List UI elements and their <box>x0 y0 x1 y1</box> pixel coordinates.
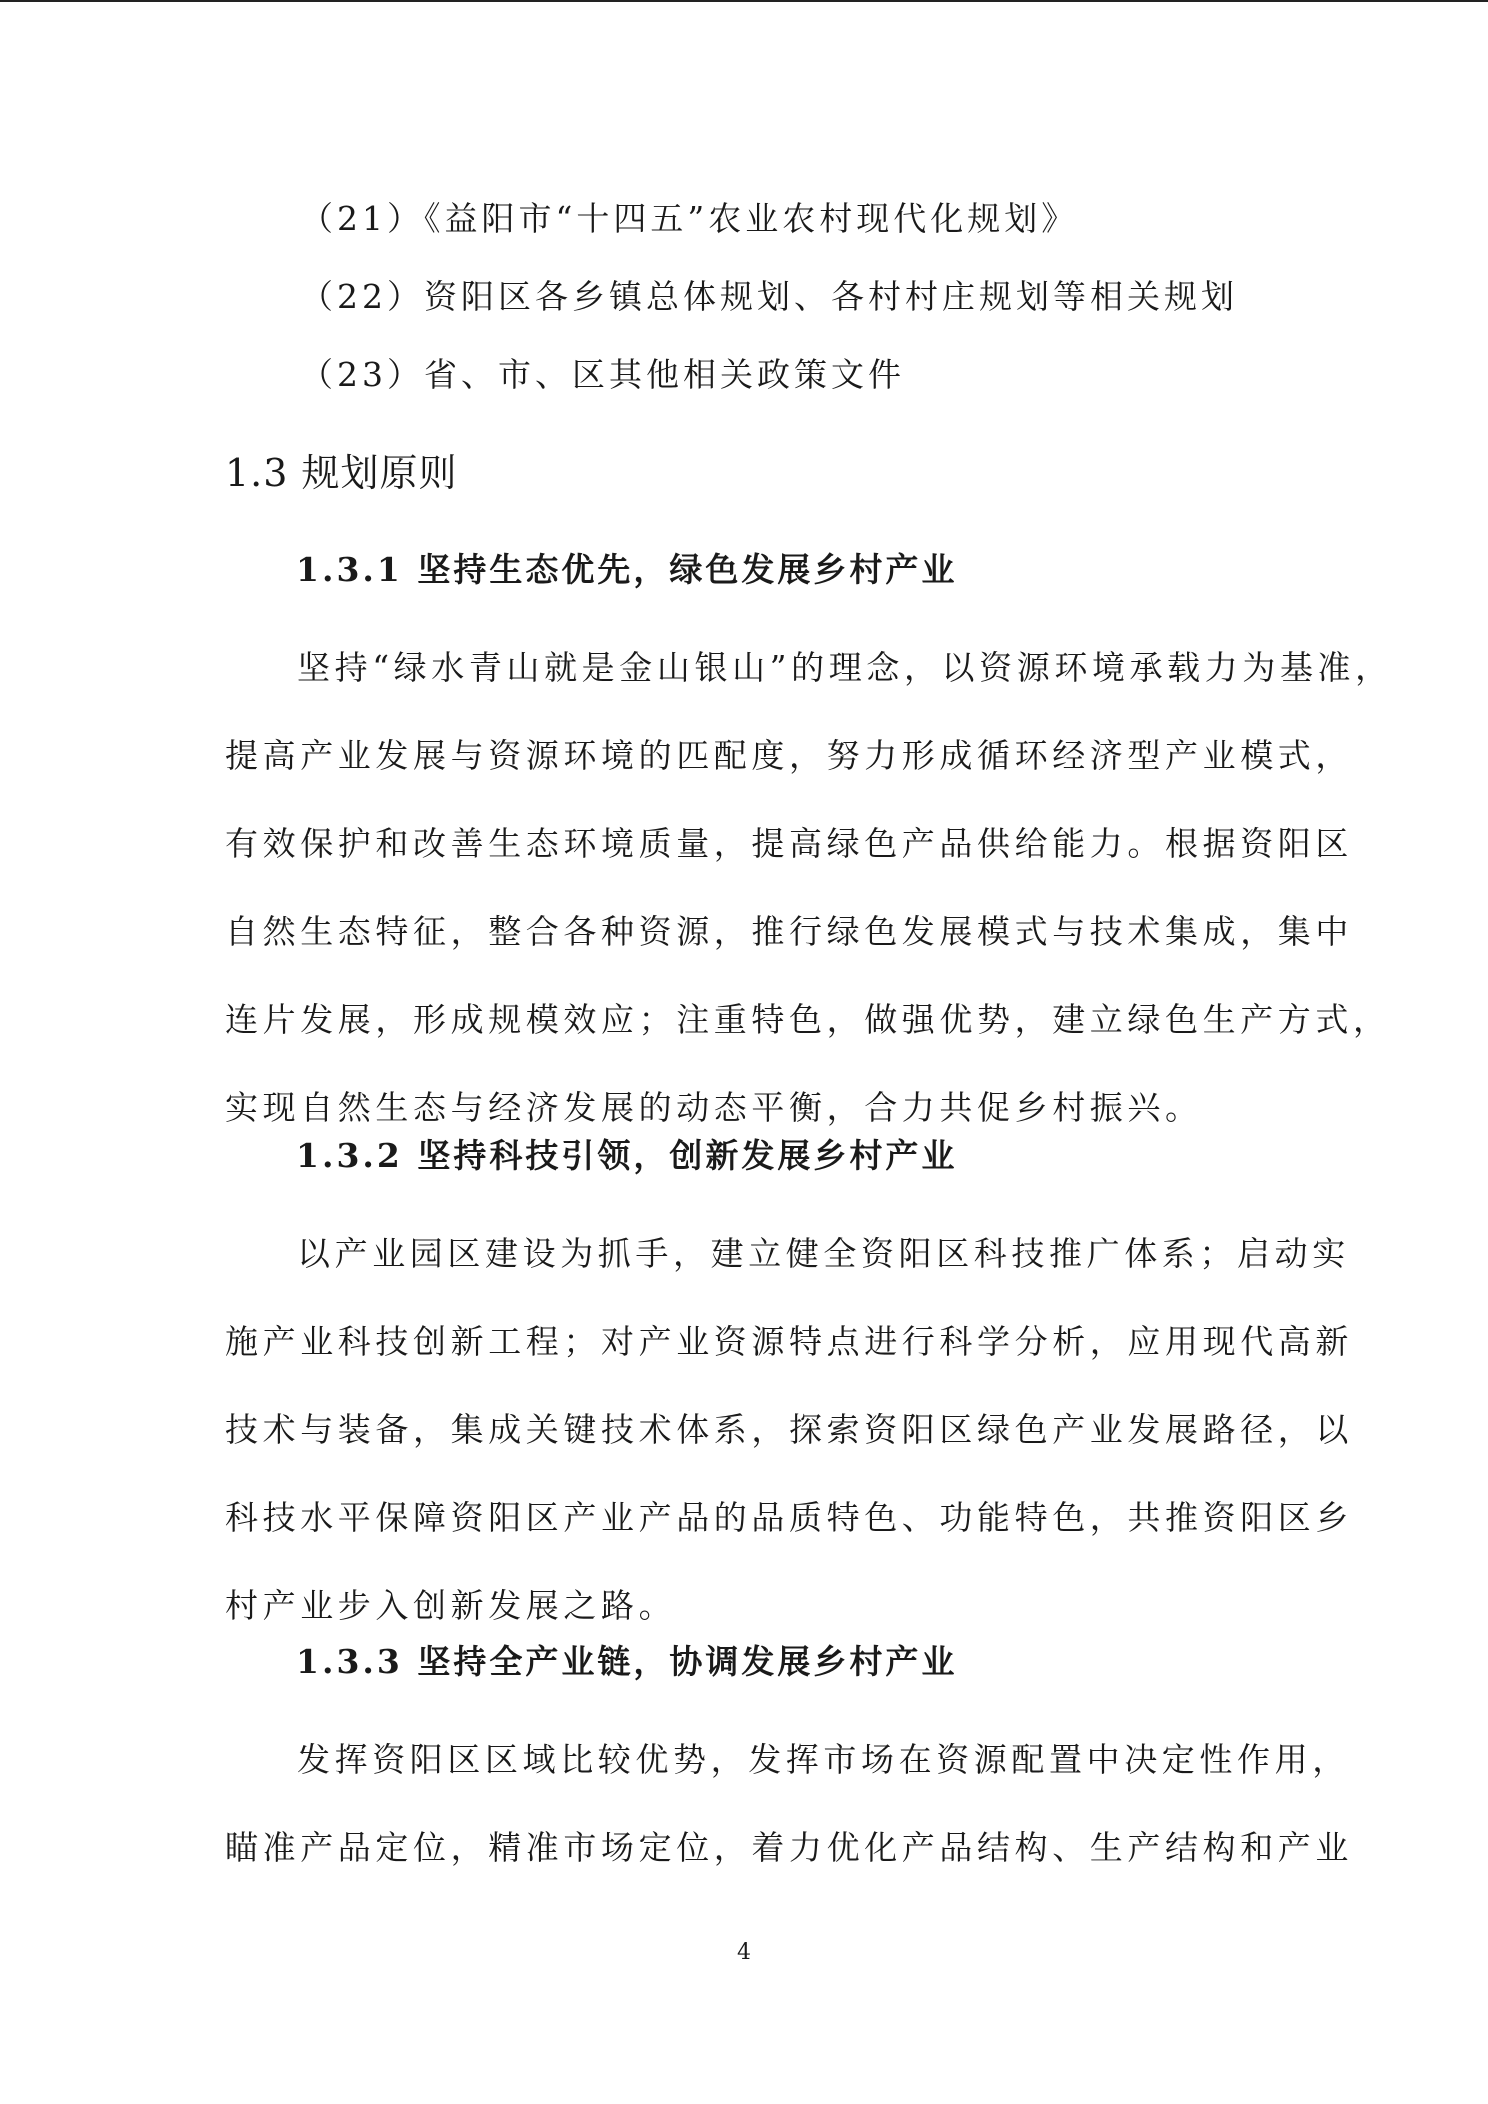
reference-item: （21）《益阳市“十四五”农业农村现代化规划》 <box>300 199 1079 238</box>
subsection-heading: 1.3.3 坚持全产业链，协调发展乡村产业 <box>296 1642 958 1681</box>
paragraph-line: 有效保护和改善生态环境质量，提高绿色产品供给能力。根据资阳区 <box>225 824 1353 863</box>
paragraph-line: 坚持“绿水青山就是金山银山”的理念，以资源环境承载力为基准， <box>297 648 1393 687</box>
paragraph-line: 施产业科技创新工程；对产业资源特点进行科学分析，应用现代高新 <box>225 1322 1353 1361</box>
paragraph-line: 自然生态特征，整合各种资源，推行绿色发展模式与技术集成，集中 <box>225 912 1353 951</box>
paragraph-line: 发挥资阳区区域比较优势，发挥市场在资源配置中决定性作用， <box>297 1740 1350 1779</box>
subsection-heading: 1.3.1 坚持生态优先，绿色发展乡村产业 <box>296 550 958 589</box>
paragraph-line: 提高产业发展与资源环境的匹配度，努力形成循环经济型产业模式， <box>225 736 1353 775</box>
reference-item: （22）资阳区各乡镇总体规划、各村村庄规划等相关规划 <box>300 277 1238 316</box>
paragraph-line: 瞄准产品定位，精准市场定位，着力优化产品结构、生产结构和产业 <box>225 1828 1353 1867</box>
paragraph <box>225 1716 1353 1892</box>
paragraph-line: 实现自然生态与经济发展的动态平衡，合力共促乡村振兴。 <box>225 1088 1203 1127</box>
paragraph-line: 科技水平保障资阳区产业产品的品质特色、功能特色，共推资阳区乡 <box>225 1498 1353 1537</box>
paragraph <box>225 624 1393 1152</box>
paragraph-line: 村产业步入创新发展之路。 <box>225 1586 677 1625</box>
paragraph-line: 以产业园区建设为抓手，建立健全资阳区科技推广体系；启动实 <box>297 1234 1350 1273</box>
subsection-heading: 1.3.2 坚持科技引领，创新发展乡村产业 <box>296 1136 958 1175</box>
reference-item: （23）省、市、区其他相关政策文件 <box>300 355 905 394</box>
section-heading: 1.3 规划原则 <box>225 451 458 495</box>
paragraph-line: 技术与装备，集成关键技术体系，探索资阳区绿色产业发展路径，以 <box>225 1410 1353 1449</box>
paragraph-line: 连片发展，形成规模效应；注重特色，做强优势，建立绿色生产方式， <box>225 1000 1391 1039</box>
page-number: 4 <box>737 1940 751 1965</box>
paragraph <box>225 1210 1353 1650</box>
